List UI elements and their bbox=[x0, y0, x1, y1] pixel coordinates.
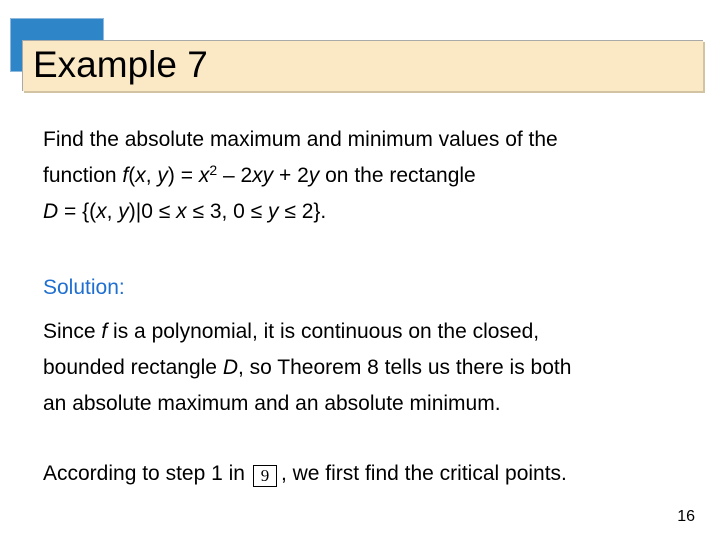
step-text bbox=[43, 456, 567, 492]
text: )|0 ≤ bbox=[128, 200, 177, 223]
var-y: y bbox=[118, 200, 129, 223]
page-number: 16 bbox=[677, 508, 695, 525]
problem-statement bbox=[43, 122, 558, 194]
var-D: D bbox=[222, 356, 238, 379]
text: Since bbox=[43, 320, 102, 343]
var-y: y bbox=[308, 164, 320, 187]
text: , bbox=[145, 164, 158, 187]
text: , bbox=[106, 200, 119, 223]
var-f: f bbox=[122, 164, 129, 187]
text: ≤ 2}. bbox=[278, 200, 327, 223]
text: + 2 bbox=[273, 164, 309, 187]
text: , we first find the critical points. bbox=[280, 462, 567, 485]
solution-line-1 bbox=[43, 314, 571, 350]
var-xy: xy bbox=[252, 164, 274, 187]
solution-line-3: an absolute maximum and an absolute minimum. bbox=[43, 392, 501, 415]
domain-definition bbox=[43, 194, 326, 230]
text: is a polynomial, it is continuous on the closed, bbox=[107, 320, 540, 343]
exponent: 2 bbox=[209, 162, 218, 178]
text: ≤ 3, 0 ≤ bbox=[186, 200, 269, 223]
var-y: y bbox=[268, 200, 279, 223]
var-x: x bbox=[135, 164, 146, 187]
problem-line-1: Find the absolute maximum and minimum values of the bbox=[43, 128, 558, 151]
reference-box: 9 bbox=[253, 465, 277, 487]
var-x: x bbox=[176, 200, 187, 223]
text: – 2 bbox=[217, 164, 253, 187]
text: ) = bbox=[167, 164, 199, 187]
text: = {( bbox=[58, 200, 97, 223]
text: bounded rectangle bbox=[43, 356, 223, 379]
text: function bbox=[43, 164, 123, 187]
solution-text bbox=[43, 314, 571, 422]
text: on the rectangle bbox=[319, 164, 476, 187]
slide-title: Example 7 bbox=[33, 44, 208, 85]
var-f: f bbox=[101, 320, 108, 343]
solution-line-2 bbox=[43, 350, 571, 386]
problem-line-2 bbox=[43, 158, 558, 194]
var-D: D bbox=[43, 200, 59, 223]
text: According to step 1 in bbox=[43, 462, 245, 485]
var-x: x bbox=[198, 164, 210, 187]
text: ( bbox=[128, 164, 136, 187]
var-x: x bbox=[96, 200, 107, 223]
text: , so Theorem 8 tells us there is both bbox=[237, 356, 572, 379]
solution-label: Solution: bbox=[43, 276, 125, 299]
var-y: y bbox=[157, 164, 168, 187]
